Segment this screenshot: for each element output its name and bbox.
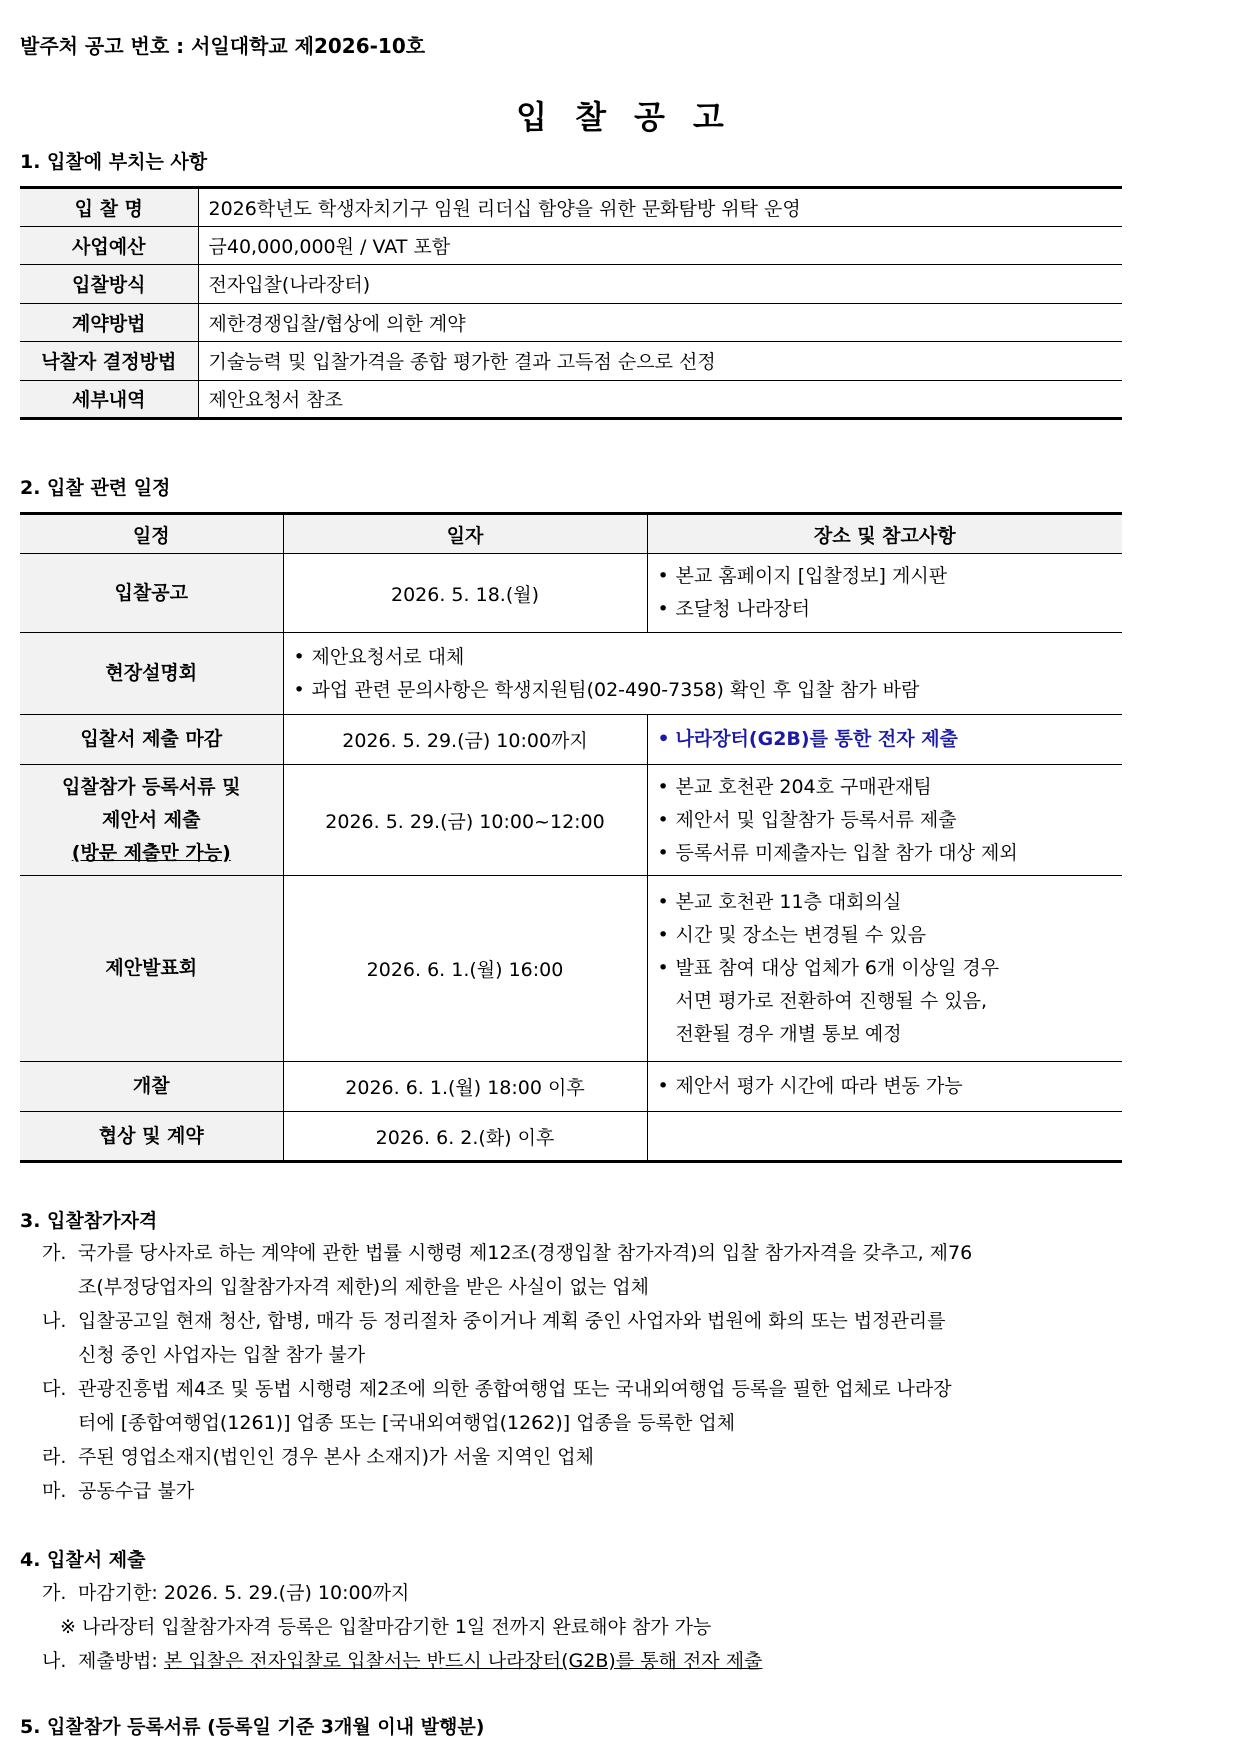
table-row [20, 876, 1122, 1062]
method-text: 본 입찰은 전자입찰로 입찰서는 반드시 나라장터(G2B)를 통해 전자 제출 [163, 1650, 763, 1672]
table-row [20, 765, 1122, 876]
note-item: • 발표 참여 대상 업체가 6개 이상일 경우 [658, 952, 1123, 985]
note-item: • 시간 및 장소는 변경될 수 있음 [658, 919, 1123, 952]
row-label: 입 찰 명 [20, 188, 198, 227]
table-row [20, 342, 1122, 381]
row-value: 제한경쟁입찰/협상에 의한 계약 [198, 303, 1122, 342]
row-label: 사업예산 [20, 226, 198, 265]
registration-note: ※ 나라장터 입찰참가자격 등록은 입찰마감기한 1일 전까지 완료해야 참가 가능 [60, 1616, 712, 1638]
notes-cell [647, 554, 1122, 633]
list-item [42, 1236, 1142, 1304]
note-item: • 제안서 및 입찰참가 등록서류 제출 [658, 804, 1123, 837]
note-item: • 나라장터(G2B)를 통한 전자 제출 [658, 723, 1123, 756]
item-text: 공동수급 불가 [78, 1480, 195, 1502]
row-value: 금40,000,000원 / VAT 포함 [198, 226, 1122, 265]
notes-cell [647, 765, 1122, 876]
list-item [42, 1474, 1142, 1508]
item-marker: 나. [42, 1650, 67, 1672]
page-title: 입찰공고 [516, 98, 752, 136]
stage-cell: 입찰공고 [20, 554, 283, 633]
notes-cell [647, 1112, 1122, 1162]
item-text: 신청 중인 사업자는 입찰 참가 불가 [78, 1344, 366, 1366]
table-row [20, 265, 1122, 304]
section3-title: 3. 입찰참가자격 [20, 1210, 158, 1232]
stage-cell: 협상 및 계약 [20, 1112, 283, 1162]
notes-cell [283, 633, 1122, 715]
table-row [20, 380, 1122, 419]
item-text: 국가를 당사자로 하는 계약에 관한 법률 시행령 제12조(경쟁입찰 참가자격)의 입찰 참가자격을 갖추고, 제76 [78, 1242, 973, 1264]
item-marker: 다. [42, 1378, 67, 1400]
table-row [20, 188, 1122, 227]
item-marker: 라. [42, 1446, 67, 1468]
item-text: 조(부정당업자의 입찰참가자격 제한)의 제한을 받은 사실이 없는 업체 [78, 1276, 650, 1298]
column-header: 일자 [283, 514, 647, 554]
note-item: • 제안서 평가 시간에 따라 변동 가능 [658, 1070, 1123, 1103]
date-cell: 2026. 5. 29.(금) 10:00까지 [283, 715, 647, 765]
notes-cell [647, 876, 1122, 1062]
notes-cell [647, 715, 1122, 765]
table-row [20, 1112, 1122, 1162]
table-row [20, 715, 1122, 765]
note-item: • 본교 호천관 204호 구매관재팀 [658, 771, 1123, 804]
note-item: • 과업 관련 문의사항은 학생지원팀(02-490-7358) 확인 후 입찰 참가 바람 [294, 674, 1123, 707]
note-item: • 등록서류 미제출자는 입찰 참가 대상 제외 [658, 837, 1123, 870]
note-continuation: 전환될 경우 개별 통보 예정 [675, 1023, 902, 1045]
item-text: 터에 [종합여행업(1261)] 업종 또는 [국내외여행업(1262)] 업종을 등록한 업체 [78, 1412, 736, 1434]
stage-cell [20, 765, 283, 876]
item-text: 관광진흥법 제4조 및 동법 시행령 제2조에 의한 종합여행업 또는 국내외여행업 등록을 필한 업체로 나라장 [78, 1378, 952, 1400]
date-cell: 2026. 6. 2.(화) 이후 [283, 1112, 647, 1162]
stage-cell: 제안발표회 [20, 876, 283, 1062]
date-cell: 2026. 6. 1.(월) 18:00 이후 [283, 1062, 647, 1112]
item-text: 입찰공고일 현재 청산, 합병, 매각 등 정리절차 중이거나 계획 중인 사업자와 법원에 화의 또는 법정관리를 [78, 1310, 946, 1332]
bid-summary-table [20, 186, 1122, 420]
note-continuation: 서면 평가로 전환하여 진행될 수 있음, [675, 990, 988, 1012]
list-item [42, 1576, 1142, 1610]
row-value: 전자입찰(나라장터) [198, 265, 1122, 304]
column-header: 장소 및 참고사항 [647, 514, 1122, 554]
note-item: • 제안요청서로 대체 [294, 641, 1123, 674]
list-item [42, 1304, 1142, 1372]
table-row [20, 303, 1122, 342]
item-marker: 가. [42, 1242, 67, 1264]
date-cell: 2026. 5. 29.(금) 10:00~12:00 [283, 765, 647, 876]
table-row [20, 226, 1122, 265]
notice-number: 발주처 공고 번호 : 서일대학교 제2026-10호 [20, 34, 426, 58]
row-value: 제안요청서 참조 [198, 380, 1122, 419]
note-item: • 조달청 나라장터 [658, 593, 1123, 626]
stage-line: 제안서 제출 [102, 808, 201, 831]
date-cell: 2026. 5. 18.(월) [283, 554, 647, 633]
method-label: 제출방법: [78, 1650, 164, 1672]
stage-line: 입찰참가 등록서류 및 [62, 775, 241, 798]
note-item: • 본교 호천관 11층 대회의실 [658, 886, 1123, 919]
table-row [20, 554, 1122, 633]
column-header: 일정 [20, 514, 283, 554]
row-label: 계약방법 [20, 303, 198, 342]
section1-title: 1. 입찰에 부치는 사항 [20, 151, 208, 173]
item-marker: 마. [42, 1480, 67, 1502]
section2-title: 2. 입찰 관련 일정 [20, 477, 171, 499]
section4-title: 4. 입찰서 제출 [20, 1549, 146, 1571]
item-marker: 가. [42, 1582, 67, 1604]
stage-cell: 현장설명회 [20, 633, 283, 715]
deadline-text: 마감기한: 2026. 5. 29.(금) 10:00까지 [78, 1582, 410, 1604]
stage-line: (방문 제출만 가능) [71, 841, 231, 864]
item-marker: 나. [42, 1310, 67, 1332]
row-value: 기술능력 및 입찰가격을 종합 평가한 결과 고득점 순으로 선정 [198, 342, 1122, 381]
date-cell: 2026. 6. 1.(월) 16:00 [283, 876, 647, 1062]
row-label: 입찰방식 [20, 265, 198, 304]
list-item [42, 1440, 1142, 1474]
table-row [20, 1062, 1122, 1112]
row-label: 낙찰자 결정방법 [20, 342, 198, 381]
section5-title: 5. 입찰참가 등록서류 (등록일 기준 3개월 이내 발행분) [20, 1716, 485, 1738]
schedule-table [20, 512, 1122, 1163]
stage-cell: 입찰서 제출 마감 [20, 715, 283, 765]
table-row [20, 633, 1122, 715]
row-label: 세부내역 [20, 380, 198, 419]
item-text: 주된 영업소재지(법인인 경우 본사 소재지)가 서울 지역인 업체 [78, 1446, 594, 1468]
table-header-row [20, 514, 1122, 554]
note-item: • 본교 홈페이지 [입찰정보] 게시판 [658, 560, 1123, 593]
notes-cell [647, 1062, 1122, 1112]
list-item [42, 1644, 1142, 1678]
list-item [42, 1372, 1142, 1440]
row-value: 2026학년도 학생자치기구 임원 리더십 함양을 위한 문화탐방 위탁 운영 [198, 188, 1122, 227]
stage-cell: 개찰 [20, 1062, 283, 1112]
